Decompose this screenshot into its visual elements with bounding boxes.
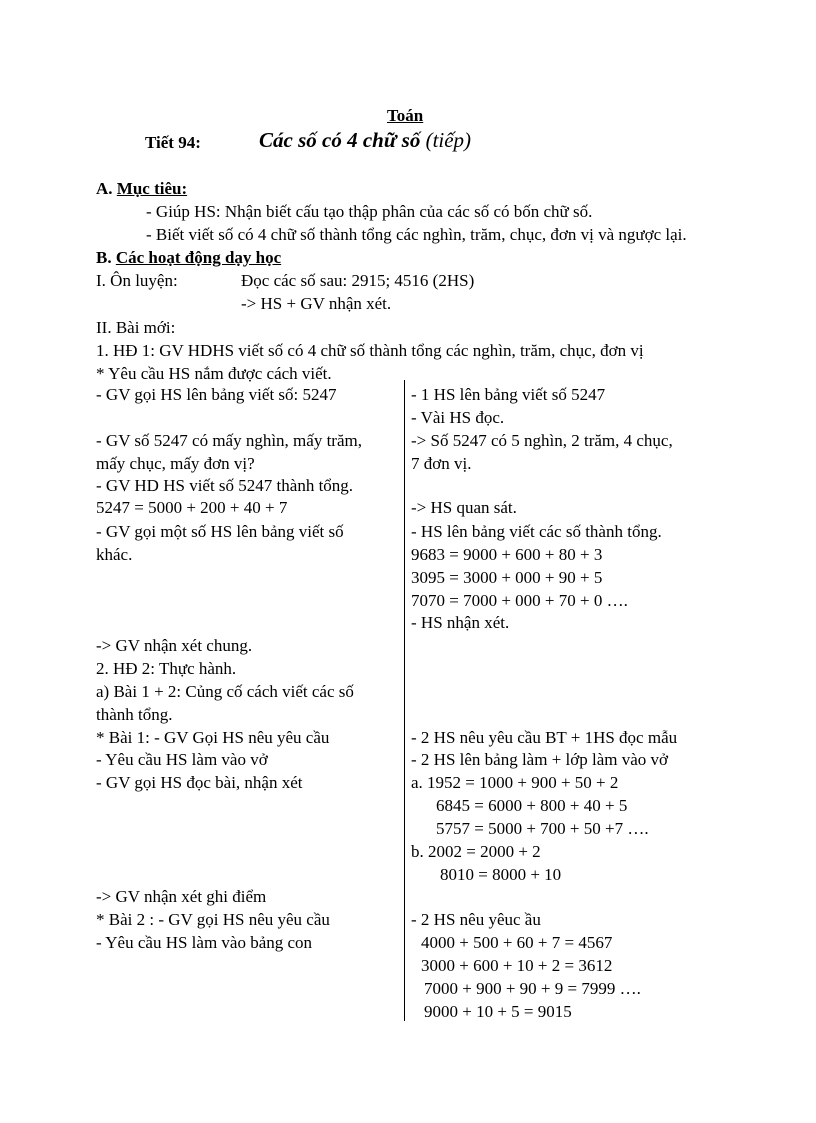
teacher-line: -> GV nhận xét chung. bbox=[96, 636, 253, 655]
teacher-line: - GV gọi HS lên bảng viết số: 5247 bbox=[96, 385, 337, 404]
goal-item: - Biết viết số có 4 chữ số thành tổng các nghìn, trăm, chục, đơn vị và ngược lại. bbox=[146, 225, 687, 244]
section-a-heading bbox=[96, 179, 187, 199]
student-line: - Vài HS đọc. bbox=[411, 408, 505, 427]
section-b-heading bbox=[96, 248, 281, 268]
teacher-line: - GV gọi HS đọc bài, nhận xét bbox=[96, 773, 303, 792]
teacher-line: thành tổng. bbox=[96, 705, 173, 724]
student-line: 5757 = 5000 + 700 + 50 +7 …. bbox=[436, 819, 649, 838]
lesson-title bbox=[259, 128, 471, 152]
review-task: Đọc các số sau: 2915; 4516 (2HS) bbox=[241, 271, 475, 290]
teacher-line: mấy chục, mấy đơn vị? bbox=[96, 454, 255, 473]
student-line: - 1 HS lên bảng viết số 5247 bbox=[411, 385, 606, 404]
subject-title: Toán bbox=[387, 106, 424, 125]
activity-requirement: * Yêu cầu HS nắm được cách viết. bbox=[96, 364, 332, 383]
lesson-number: Tiết 94: bbox=[145, 133, 201, 152]
lesson-title-main: Các số có 4 chữ số bbox=[259, 128, 421, 152]
review-follow: -> HS + GV nhận xét. bbox=[241, 294, 392, 313]
goal-item: - Giúp HS: Nhận biết cấu tạo thập phân của các số có bốn chữ số. bbox=[146, 202, 593, 221]
teacher-line: - Yêu cầu HS làm vào vở bbox=[96, 750, 268, 769]
teacher-line: 2. HĐ 2: Thực hành. bbox=[96, 659, 237, 678]
student-line: 6845 = 6000 + 800 + 40 + 5 bbox=[436, 796, 628, 815]
student-line: -> Số 5247 có 5 nghìn, 2 trăm, 4 chục, bbox=[411, 431, 673, 450]
review-label: I. Ôn luyện: bbox=[96, 271, 178, 290]
activity-1-heading: 1. HĐ 1: GV HDHS viết số có 4 chữ số thành tổng các nghìn, trăm, chục, đơn vị bbox=[96, 341, 644, 360]
section-b-title: Các hoạt động dạy học bbox=[115, 248, 282, 267]
teacher-line: - GV gọi một số HS lên bảng viết số bbox=[96, 522, 344, 541]
section-a-letter: A. bbox=[96, 179, 117, 198]
student-line: - HS nhận xét. bbox=[411, 613, 510, 632]
student-line: 7000 + 900 + 90 + 9 = 7999 …. bbox=[424, 979, 641, 998]
student-line: 3000 + 600 + 10 + 2 = 3612 bbox=[421, 956, 613, 975]
student-line: 7 đơn vị. bbox=[411, 454, 472, 473]
teacher-line: - GV số 5247 có mấy nghìn, mấy trăm, bbox=[96, 431, 362, 450]
new-lesson-label: II. Bài mới: bbox=[96, 318, 176, 337]
student-line: a. 1952 = 1000 + 900 + 50 + 2 bbox=[411, 773, 619, 792]
student-line: 4000 + 500 + 60 + 7 = 4567 bbox=[421, 933, 613, 952]
student-line: - 2 HS lên bảng làm + lớp làm vào vở bbox=[411, 750, 669, 769]
teacher-line: - Yêu cầu HS làm vào bảng con bbox=[96, 933, 313, 952]
student-line: - HS lên bảng viết các số thành tổng. bbox=[411, 522, 662, 541]
teacher-line: * Bài 1: - GV Gọi HS nêu yêu cầu bbox=[96, 728, 330, 747]
student-line: 9683 = 9000 + 600 + 80 + 3 bbox=[411, 545, 603, 564]
section-b-letter: B. bbox=[96, 248, 116, 267]
column-divider bbox=[404, 380, 405, 1021]
teacher-line: khác. bbox=[96, 545, 133, 564]
student-line: b. 2002 = 2000 + 2 bbox=[411, 842, 541, 861]
student-line: - 2 HS nêu yêu cầu BT + 1HS đọc mẫu bbox=[411, 728, 678, 747]
teacher-line: a) Bài 1 + 2: Củng cố cách viết các số bbox=[96, 682, 354, 701]
student-line: 8010 = 8000 + 10 bbox=[440, 865, 562, 884]
teacher-line: -> GV nhận xét ghi điểm bbox=[96, 887, 267, 906]
teacher-line: 5247 = 5000 + 200 + 40 + 7 bbox=[96, 498, 288, 517]
student-line: 9000 + 10 + 5 = 9015 bbox=[424, 1002, 572, 1021]
lesson-title-suffix: (tiếp) bbox=[420, 128, 472, 152]
teacher-line: * Bài 2 : - GV gọi HS nêu yêu cầu bbox=[96, 910, 330, 929]
student-line: -> HS quan sát. bbox=[411, 498, 517, 517]
section-a-title: Mục tiêu: bbox=[116, 179, 188, 198]
student-line: 3095 = 3000 + 000 + 90 + 5 bbox=[411, 568, 603, 587]
student-line: 7070 = 7000 + 000 + 70 + 0 …. bbox=[411, 591, 628, 610]
student-line: - 2 HS nêu yêuc ầu bbox=[411, 910, 541, 929]
teacher-line: - GV HD HS viết số 5247 thành tổng. bbox=[96, 476, 354, 495]
